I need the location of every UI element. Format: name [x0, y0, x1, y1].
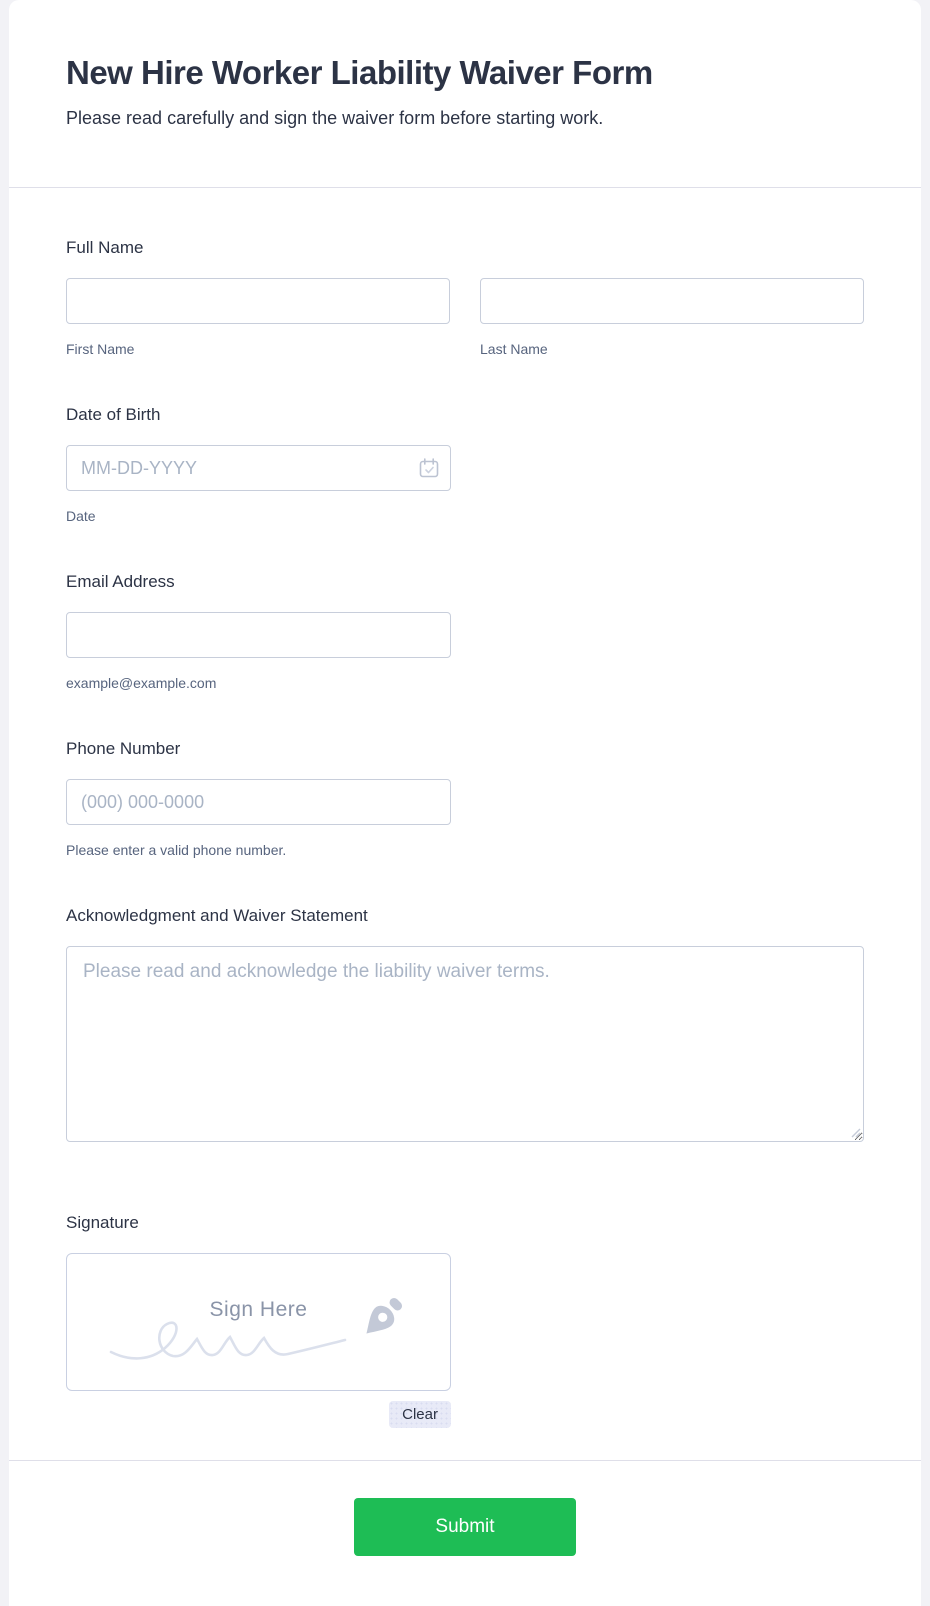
phone-input[interactable]	[66, 779, 451, 825]
submit-button[interactable]: Submit	[354, 1498, 576, 1556]
phone-label: Phone Number	[66, 739, 181, 758]
textarea-resize-handle[interactable]	[849, 1126, 861, 1138]
clear-row	[66, 1401, 451, 1428]
email-label: Email Address	[66, 572, 175, 591]
calendar-icon[interactable]	[418, 457, 440, 479]
form-header	[9, 0, 921, 131]
acknowledgment-label: Acknowledgment and Waiver Statement	[66, 906, 368, 925]
first-name-input[interactable]	[66, 278, 450, 324]
field-date-of-birth	[66, 404, 864, 525]
field-acknowledgment	[66, 905, 864, 1142]
sign-here-placeholder: Sign Here	[209, 1298, 308, 1321]
date-input-wrap	[66, 445, 451, 491]
form-body	[9, 188, 921, 1428]
acknowledgment-textarea-wrap	[66, 946, 864, 1142]
footer-divider	[9, 1460, 921, 1461]
bottom-spacer	[9, 1556, 921, 1606]
full-name-label: Full Name	[66, 238, 144, 257]
field-email	[66, 571, 864, 692]
first-name-sublabel: First Name	[66, 341, 135, 357]
name-row	[66, 278, 864, 358]
form-title: New Hire Worker Liability Waiver Form	[66, 54, 653, 91]
signature-clear-button[interactable]: Clear	[389, 1401, 451, 1428]
submit-row	[9, 1498, 921, 1556]
field-full-name	[66, 237, 864, 358]
email-input[interactable]	[66, 612, 451, 658]
acknowledgment-textarea[interactable]	[66, 946, 864, 1142]
form-card	[9, 0, 921, 1606]
date-sublabel: Date	[66, 508, 96, 524]
signature-pad[interactable]	[66, 1253, 451, 1391]
phone-sublabel: Please enter a valid phone number.	[66, 842, 287, 858]
signature-label: Signature	[66, 1213, 139, 1232]
email-sublabel: example@example.com	[66, 675, 217, 691]
first-name-col	[66, 278, 450, 358]
date-of-birth-label: Date of Birth	[66, 405, 161, 424]
last-name-sublabel: Last Name	[480, 341, 548, 357]
field-phone	[66, 738, 864, 859]
form-subtitle: Please read carefully and sign the waiver form before starting work.	[66, 108, 604, 128]
last-name-input[interactable]	[480, 278, 864, 324]
signature-squiggle-decoration	[107, 1306, 347, 1366]
last-name-col	[480, 278, 864, 358]
field-signature	[66, 1212, 864, 1428]
date-of-birth-input[interactable]	[66, 445, 451, 491]
fountain-pen-icon	[356, 1292, 408, 1344]
